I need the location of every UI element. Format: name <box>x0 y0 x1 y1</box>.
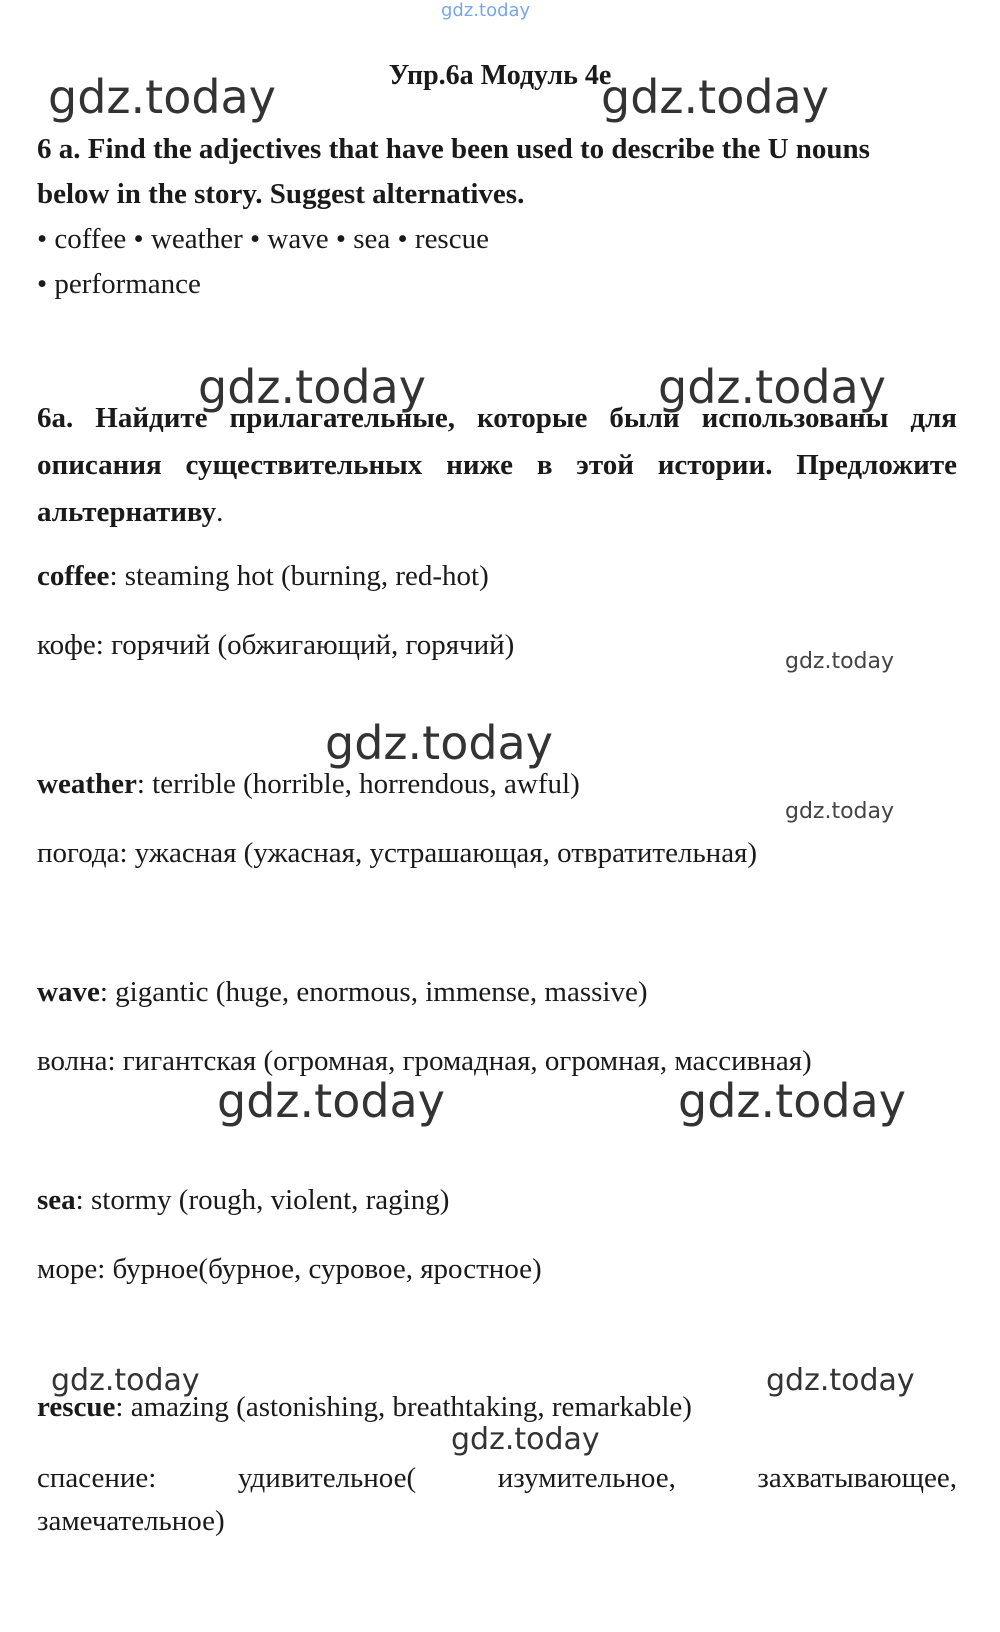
answer-en <box>37 761 580 808</box>
noun-list: • performance <box>37 268 201 300</box>
task-en-line: below in the story. Suggest alternatives. <box>37 178 525 210</box>
watermark: gdz.today <box>678 1074 906 1128</box>
watermark: gdz.today <box>198 360 426 414</box>
watermark: gdz.today <box>217 1074 445 1128</box>
answer-en <box>37 553 489 600</box>
task-ru-rest: . <box>216 496 224 528</box>
task-ru-line <box>37 489 957 536</box>
task-ru-line: описания существительных ниже в этой истории. Предложите <box>37 449 957 481</box>
answer-ru-part: удивительное( <box>237 1462 417 1494</box>
answer-word: rescue <box>37 1391 116 1423</box>
answer-word: sea <box>37 1184 76 1216</box>
watermark: gdz.today <box>601 70 829 124</box>
answer-word: coffee <box>37 560 110 592</box>
watermark: gdz.today <box>325 716 553 770</box>
watermark: gdz.today <box>451 1422 600 1457</box>
answer-ru-cont: замечательное) <box>37 1505 225 1537</box>
watermark: gdz.today <box>658 360 886 414</box>
answer-word: wave <box>37 976 100 1008</box>
answer-ru: погода: ужасная (ужасная, устрашающая, отвратительная) <box>37 837 758 869</box>
answer-ru: кофе: горячий (обжигающий, горячий) <box>37 629 515 661</box>
answer-ru: море: бурное(бурное, суровое, яростное) <box>37 1253 542 1285</box>
answer-en-text: : steaming hot (burning, red-hot) <box>109 560 489 592</box>
answer-en-text: : amazing (astonishing, breathtaking, remarkable) <box>115 1391 692 1423</box>
watermark: gdz.today <box>785 799 895 824</box>
task-en-line: 6 a. Find the adjectives that have been used to describe the U nouns <box>37 133 870 165</box>
task-ru <box>37 395 957 536</box>
answer-ru: волна: гигантская (огромная, громадная, огромная, массивная) <box>37 1045 812 1077</box>
answer-en-text: : gigantic (huge, enormous, immense, massive) <box>99 976 648 1008</box>
answer-en-text: : stormy (rough, violent, raging) <box>75 1184 450 1216</box>
answer-en <box>37 1384 692 1431</box>
answer-ru-part: захватывающее, <box>757 1462 957 1494</box>
watermark: gdz.today <box>51 1363 200 1398</box>
answer-ru-part: спасение: <box>37 1462 157 1494</box>
answer-ru-part: изумительное, <box>497 1462 676 1494</box>
watermark: gdz.today <box>766 1363 915 1398</box>
task-ru-bold: альтернативу <box>37 496 217 528</box>
answer-en-text: : terrible (horrible, horrendous, awful) <box>136 768 580 800</box>
watermark-top: gdz.today <box>441 0 531 21</box>
watermark: gdz.today <box>785 649 895 674</box>
answer-en <box>37 969 648 1016</box>
answer-ru <box>37 1462 957 1495</box>
answer-word: weather <box>37 768 137 800</box>
noun-list: • coffee • weather • wave • sea • rescue <box>37 223 489 255</box>
watermark: gdz.today <box>48 70 276 124</box>
answer-en <box>37 1177 449 1224</box>
task-ru-line: 6а. Найдите прилагательные, которые были использованы для <box>37 402 957 434</box>
page-title: Упр.6а Модуль 4е <box>388 60 612 91</box>
